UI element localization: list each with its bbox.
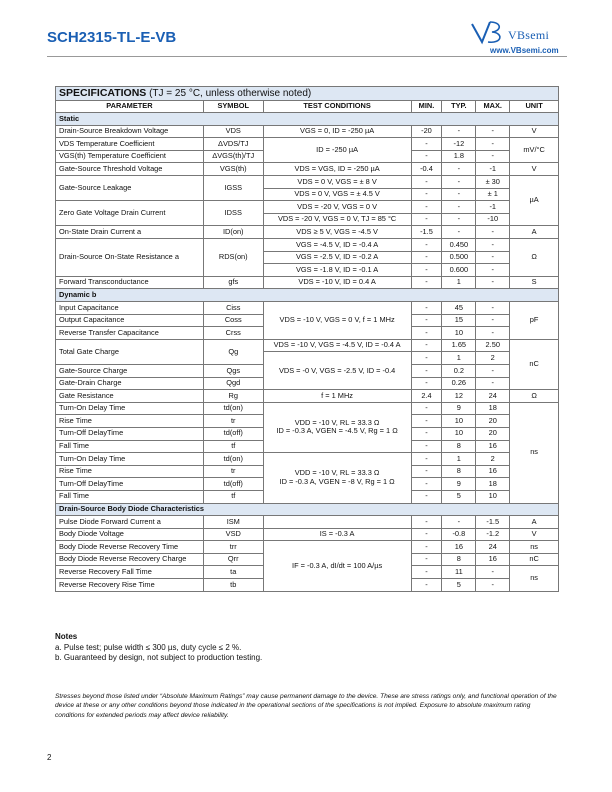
min: - [411, 579, 442, 592]
min: 2.4 [411, 390, 442, 403]
specifications-table [55, 86, 559, 592]
param: Gate Resistance [56, 390, 204, 403]
param: Drain-Source On-State Resistance a [56, 239, 204, 277]
param: VDS Temperature Coefficient [56, 138, 204, 151]
param: Gate-Drain Charge [56, 377, 204, 390]
conditions: VDS = 0 V, VGS = ± 8 V [263, 176, 411, 189]
symbol: Crss [203, 327, 263, 340]
section-title: Drain-Source Body Diode Characteristics [56, 503, 559, 516]
table-row [56, 176, 559, 189]
min: - [411, 138, 442, 151]
symbol: IDSS [203, 201, 263, 226]
symbol: td(off) [203, 478, 263, 491]
typ: - [442, 226, 476, 239]
table-row [56, 138, 559, 151]
typ: - [442, 176, 476, 189]
max: - [476, 276, 510, 289]
typ: 45 [442, 302, 476, 315]
typ: 0.2 [442, 364, 476, 377]
max: - [476, 138, 510, 151]
min: - [411, 415, 442, 428]
symbol: RDS(on) [203, 239, 263, 277]
typ: 1 [442, 352, 476, 365]
typ: 10 [442, 327, 476, 340]
typ: 1.8 [442, 150, 476, 163]
symbol: Qgs [203, 364, 263, 377]
symbol: td(on) [203, 402, 263, 415]
max: - [476, 302, 510, 315]
param: Output Capacitance [56, 314, 204, 327]
col-header: SYMBOL [203, 100, 263, 113]
cond-line: VDD = -10 V, RL = 33.3 Ω [294, 468, 380, 478]
col-header: TYP. [442, 100, 476, 113]
param: VGS(th) Temperature Coefficient [56, 150, 204, 163]
section-title: Dynamic b [56, 289, 559, 302]
typ: 5 [442, 579, 476, 592]
param: On-State Drain Current a [56, 226, 204, 239]
website-url: www.VBsemi.com [490, 46, 559, 55]
unit: V [510, 125, 559, 138]
table-row [56, 516, 559, 529]
conditions: ID = -250 µA [263, 138, 411, 163]
max: - [476, 251, 510, 264]
symbol: ΔVDS/TJ [203, 138, 263, 151]
max: ± 1 [476, 188, 510, 201]
table-conditions: (TJ = 25 °C, unless otherwise noted) [149, 88, 312, 99]
symbol: VGS(th) [203, 163, 263, 176]
symbol: tf [203, 490, 263, 503]
max: 2 [476, 453, 510, 466]
max: 16 [476, 440, 510, 453]
max: ± 30 [476, 176, 510, 189]
min: - [411, 276, 442, 289]
max: - [476, 150, 510, 163]
typ: -0.8 [442, 528, 476, 541]
conditions: VGS = -1.8 V, ID = -0.1 A [263, 264, 411, 277]
unit: mV/°C [510, 138, 559, 163]
max: - [476, 364, 510, 377]
header-rule [47, 56, 567, 57]
symbol: Qrr [203, 553, 263, 566]
max: - [476, 264, 510, 277]
min: - [411, 176, 442, 189]
typ: - [442, 201, 476, 214]
table-row [56, 201, 559, 214]
typ: 0.600 [442, 264, 476, 277]
col-header: UNIT [510, 100, 559, 113]
param: Input Capacitance [56, 302, 204, 315]
notes-block [55, 632, 262, 664]
conditions: IF = -0.3 A, dI/dt = 100 A/µs [263, 541, 411, 591]
col-header: MAX. [476, 100, 510, 113]
min: - [411, 264, 442, 277]
symbol: td(on) [203, 453, 263, 466]
typ: 11 [442, 566, 476, 579]
param: Body Diode Reverse Recovery Time [56, 541, 204, 554]
symbol: IGSS [203, 176, 263, 201]
table-row [56, 528, 559, 541]
typ: -12 [442, 138, 476, 151]
max: - [476, 314, 510, 327]
conditions: VGS = -4.5 V, ID = -0.4 A [263, 239, 411, 252]
conditions: f = 1 MHz [263, 390, 411, 403]
max: - [476, 125, 510, 138]
table-row [56, 541, 559, 554]
symbol: gfs [203, 276, 263, 289]
table-row [56, 226, 559, 239]
param: Turn-Off DelayTime [56, 427, 204, 440]
param: Reverse Recovery Rise Time [56, 579, 204, 592]
symbol: Ciss [203, 302, 263, 315]
symbol: ta [203, 566, 263, 579]
max: -1.5 [476, 516, 510, 529]
param: Fall Time [56, 490, 204, 503]
typ: - [442, 516, 476, 529]
min: - [411, 364, 442, 377]
max: 16 [476, 553, 510, 566]
max: - [476, 579, 510, 592]
table-row [56, 339, 559, 352]
page-number: 2 [47, 753, 52, 762]
unit: S [510, 276, 559, 289]
conditions: VDS = -10 V, VGS = -4.5 V, ID = -0.4 A [263, 339, 411, 352]
table-row [56, 402, 559, 415]
unit: V [510, 528, 559, 541]
table-row [56, 163, 559, 176]
max: - [476, 566, 510, 579]
min: - [411, 478, 442, 491]
min: - [411, 314, 442, 327]
typ: 1.65 [442, 339, 476, 352]
table-row [56, 453, 559, 466]
unit: ns [510, 566, 559, 591]
max: 20 [476, 427, 510, 440]
param: Body Diode Reverse Recovery Charge [56, 553, 204, 566]
symbol: Coss [203, 314, 263, 327]
max: 24 [476, 541, 510, 554]
section-body-diode-row [56, 503, 559, 516]
conditions: VDS = -20 V, VGS = 0 V [263, 201, 411, 214]
max: 18 [476, 402, 510, 415]
max: 20 [476, 415, 510, 428]
cond-line: ID = -0.3 A, VGEN = -4.5 V, Rg = 1 Ω [276, 426, 398, 436]
conditions [263, 402, 411, 452]
min: - [411, 327, 442, 340]
table-row [56, 125, 559, 138]
unit: ns [510, 402, 559, 503]
min: - [411, 453, 442, 466]
symbol: tr [203, 415, 263, 428]
col-header: PARAMETER [56, 100, 204, 113]
symbol: Qgd [203, 377, 263, 390]
typ: 8 [442, 465, 476, 478]
typ: 12 [442, 390, 476, 403]
unit: nC [510, 339, 559, 389]
unit: V [510, 163, 559, 176]
disclaimer: Stresses beyond those listed under “Absolute Maximum Ratings” may cause permanent damage to the device. These are stress ratings only, and functional operation of the device at these or any other conditions beyond those indicated in the operational sections of the specifications is not implied. Exposure to absolute maximum rating conditions for extended periods may affect device reliability. [55, 693, 557, 719]
min: - [411, 490, 442, 503]
conditions [263, 516, 411, 529]
param: Rise Time [56, 465, 204, 478]
unit: nC [510, 553, 559, 566]
param: Gate-Source Threshold Voltage [56, 163, 204, 176]
min: - [411, 188, 442, 201]
table-row [56, 239, 559, 252]
max: 2.50 [476, 339, 510, 352]
conditions: VDS = VGS, ID = -250 µA [263, 163, 411, 176]
col-header: MIN. [411, 100, 442, 113]
symbol: ID(on) [203, 226, 263, 239]
conditions: VDS = -10 V, ID = 0.4 A [263, 276, 411, 289]
min: - [411, 302, 442, 315]
max: 10 [476, 490, 510, 503]
min: - [411, 427, 442, 440]
max: 18 [476, 478, 510, 491]
symbol: trr [203, 541, 263, 554]
unit: Ω [510, 390, 559, 403]
symbol: tr [203, 465, 263, 478]
param: Pulse Diode Forward Current a [56, 516, 204, 529]
param: Gate-Source Leakage [56, 176, 204, 201]
max: 24 [476, 390, 510, 403]
min: - [411, 516, 442, 529]
table-title-row [56, 87, 559, 101]
brand-name: VBsemi [508, 28, 550, 42]
conditions: IS = -0.3 A [263, 528, 411, 541]
column-header-row [56, 100, 559, 113]
min: - [411, 553, 442, 566]
symbol: Rg [203, 390, 263, 403]
symbol: ISM [203, 516, 263, 529]
max: - [476, 327, 510, 340]
param: Gate-Source Charge [56, 364, 204, 377]
param: Zero Gate Voltage Drain Current [56, 201, 204, 226]
table-title: SPECIFICATIONS [59, 87, 147, 99]
table-row [56, 276, 559, 289]
unit: A [510, 516, 559, 529]
conditions: VDS = -0 V, VGS = -2.5 V, ID = -0.4 [263, 352, 411, 390]
conditions [263, 453, 411, 503]
symbol: Qg [203, 339, 263, 364]
max: - [476, 377, 510, 390]
max: -1 [476, 201, 510, 214]
min: - [411, 541, 442, 554]
typ: 1 [442, 276, 476, 289]
section-title: Static [56, 113, 559, 126]
col-header: TEST CONDITIONS [263, 100, 411, 113]
symbol: VSD [203, 528, 263, 541]
table-row [56, 390, 559, 403]
param: Forward Transconductance [56, 276, 204, 289]
min: - [411, 339, 442, 352]
conditions: VDS ≥ 5 V, VGS = -4.5 V [263, 226, 411, 239]
min: - [411, 352, 442, 365]
max: - [476, 226, 510, 239]
typ: 0.500 [442, 251, 476, 264]
max: 2 [476, 352, 510, 365]
typ: 15 [442, 314, 476, 327]
cond-line: VDD = -10 V, RL = 33.3 Ω [294, 417, 380, 427]
param: Reverse Recovery Fall Time [56, 566, 204, 579]
param: Turn-Off DelayTime [56, 478, 204, 491]
param: Rise Time [56, 415, 204, 428]
typ: 1 [442, 453, 476, 466]
typ: 9 [442, 478, 476, 491]
param: Turn-On Delay Time [56, 453, 204, 466]
min: - [411, 402, 442, 415]
min: - [411, 150, 442, 163]
note-b: b. Guaranteed by design, not subject to production testing. [55, 653, 263, 662]
typ: - [442, 163, 476, 176]
typ: - [442, 188, 476, 201]
min: - [411, 377, 442, 390]
conditions: VGS = 0, ID = -250 µA [263, 125, 411, 138]
note-a: a. Pulse test; pulse width ≤ 300 µs, duty cycle ≤ 2 %. [55, 642, 242, 652]
notes-title: Notes [55, 632, 78, 641]
min: -20 [411, 125, 442, 138]
unit: µA [510, 176, 559, 226]
section-static-row [56, 113, 559, 126]
typ: - [442, 213, 476, 226]
typ: 8 [442, 440, 476, 453]
symbol: tf [203, 440, 263, 453]
section-dynamic-row [56, 289, 559, 302]
typ: 16 [442, 541, 476, 554]
conditions: VDS = 0 V, VGS = ± 4.5 V [263, 188, 411, 201]
param: Total Gate Charge [56, 339, 204, 364]
max: - [476, 239, 510, 252]
typ: 0.450 [442, 239, 476, 252]
typ: 9 [442, 402, 476, 415]
min: -0.4 [411, 163, 442, 176]
typ: 10 [442, 415, 476, 428]
min: - [411, 251, 442, 264]
max: -10 [476, 213, 510, 226]
min: - [411, 213, 442, 226]
min: - [411, 239, 442, 252]
symbol: td(off) [203, 427, 263, 440]
typ: - [442, 125, 476, 138]
typ: 0.26 [442, 377, 476, 390]
max: -1.2 [476, 528, 510, 541]
symbol: VDS [203, 125, 263, 138]
typ: 8 [442, 553, 476, 566]
param: Fall Time [56, 440, 204, 453]
symbol: ΔVGS(th)/TJ [203, 150, 263, 163]
part-number-title: SCH2315-TL-E-VB [47, 29, 177, 46]
unit: Ω [510, 239, 559, 277]
conditions: VGS = -2.5 V, ID = -0.2 A [263, 251, 411, 264]
min: - [411, 201, 442, 214]
param: Body Diode Voltage [56, 528, 204, 541]
max: 16 [476, 465, 510, 478]
param: Drain-Source Breakdown Voltage [56, 125, 204, 138]
param: Turn-On Delay Time [56, 402, 204, 415]
unit: ns [510, 541, 559, 554]
typ: 10 [442, 427, 476, 440]
symbol: tb [203, 579, 263, 592]
param: Reverse Transfer Capacitance [56, 327, 204, 340]
max: -1 [476, 163, 510, 176]
typ: 5 [442, 490, 476, 503]
unit: pF [510, 302, 559, 340]
min: - [411, 528, 442, 541]
table-row [56, 302, 559, 315]
unit: A [510, 226, 559, 239]
conditions: VDS = -20 V, VGS = 0 V, TJ = 85 °C [263, 213, 411, 226]
min: - [411, 440, 442, 453]
conditions: VDS = -10 V, VGS = 0 V, f = 1 MHz [263, 302, 411, 340]
min: - [411, 566, 442, 579]
min: - [411, 465, 442, 478]
cond-line: ID = -0.3 A, VGEN = -8 V, Rg = 1 Ω [279, 476, 395, 486]
min: -1.5 [411, 226, 442, 239]
